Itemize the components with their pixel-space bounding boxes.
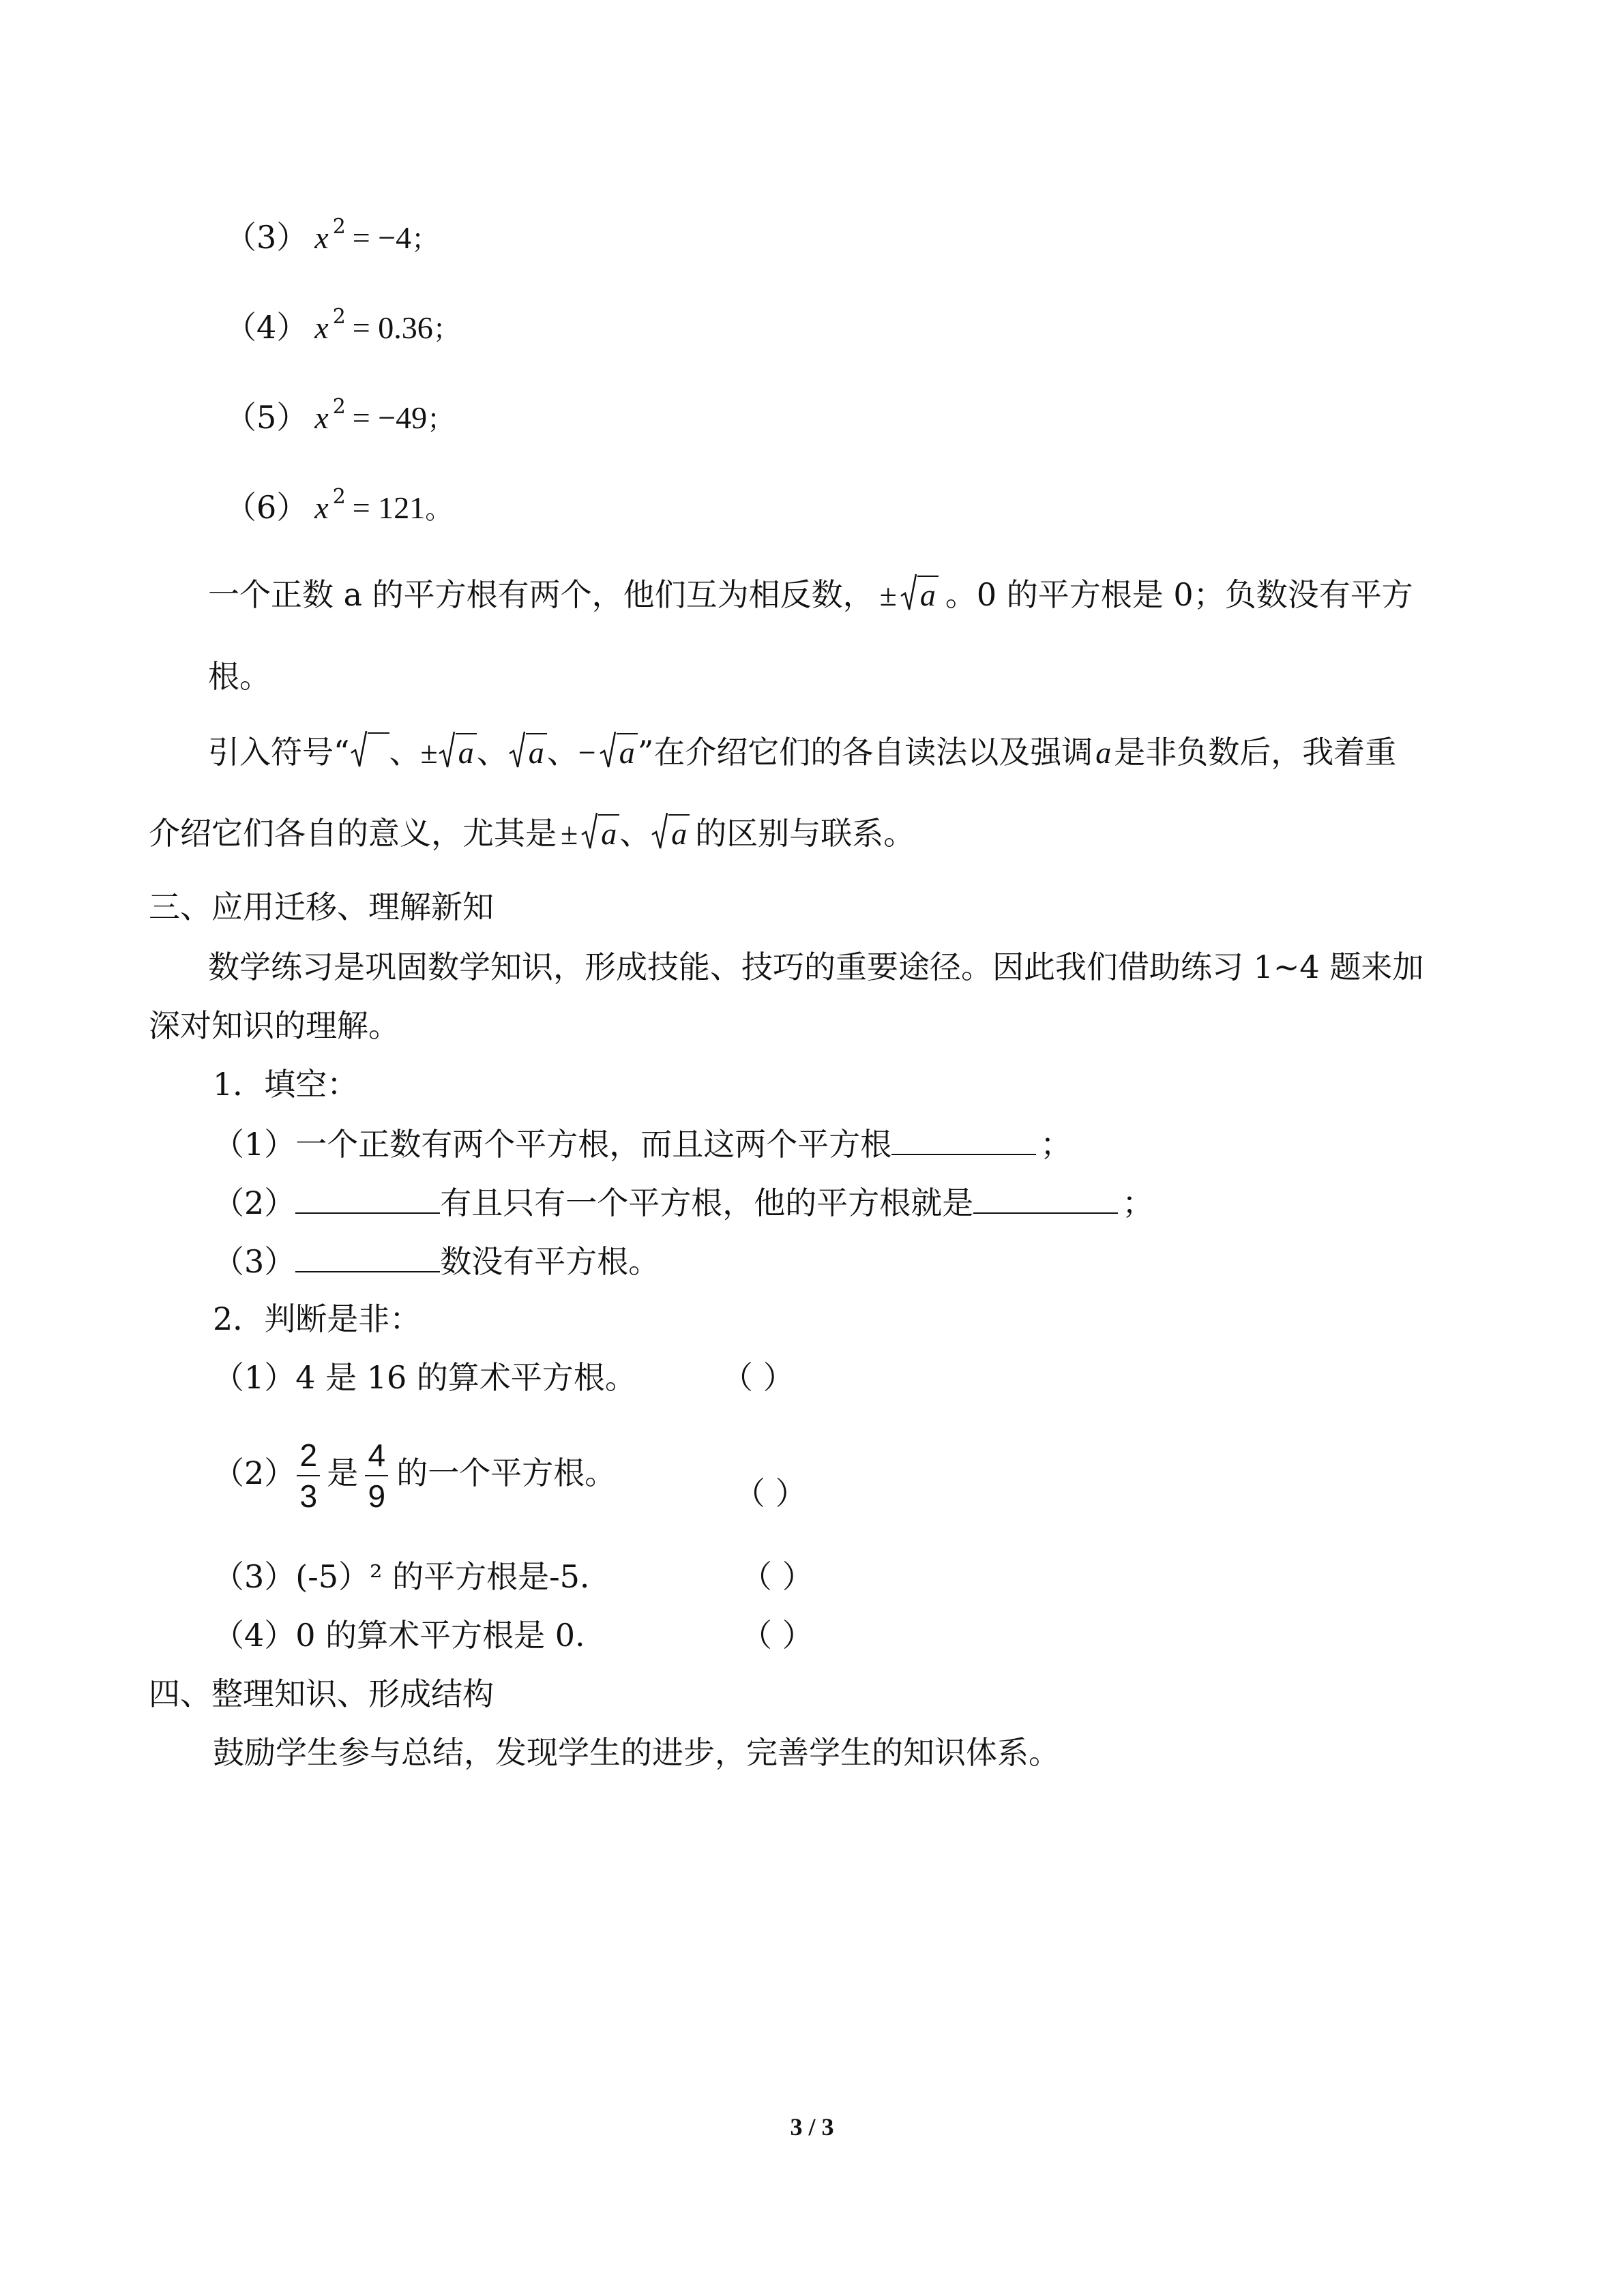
sqrt-a — [438, 730, 477, 773]
radical-icon — [580, 810, 598, 852]
answer-blank[interactable] — [973, 1181, 1118, 1214]
paragraph-text-2: 的区别与联系。 — [695, 815, 915, 852]
answer-paren[interactable]: （ ） — [741, 1617, 814, 1654]
radical-icon — [651, 810, 668, 852]
answer-paren[interactable]: （ ） — [734, 1475, 807, 1512]
radical-icon — [508, 729, 526, 771]
question-1-1 — [213, 1122, 1072, 1165]
sqrt-radicand: a — [456, 733, 477, 771]
radical-icon — [900, 571, 917, 614]
separator: 、− — [546, 735, 596, 770]
question-2-2 — [213, 1425, 616, 1521]
sqrt-a — [651, 811, 690, 854]
question-2-1 — [213, 1357, 636, 1398]
section-3-paragraph-line2: 深对知识的理解。 — [149, 1007, 400, 1044]
paragraph-symbols-line2 — [149, 811, 915, 854]
section-4-paragraph: 鼓励学生参与总结，发现学生的进步，完善学生的知识体系。 — [213, 1734, 1060, 1771]
equation-end: ； — [432, 314, 460, 345]
question-2-3: （3）(-5）² 的平方根是-5. — [213, 1558, 590, 1595]
equation-rhs: = −4 — [352, 220, 412, 255]
paragraph-text: 一个正数 a 的平方根有两个，他们互为相反数， — [208, 576, 874, 613]
equation-3 — [225, 217, 439, 263]
answer-blank[interactable] — [891, 1122, 1036, 1155]
fraction-numerator: 4 — [368, 1437, 386, 1473]
separator: 、 — [619, 816, 651, 851]
equation-rhs: = 0.36 — [352, 310, 433, 345]
radical-icon — [350, 728, 368, 771]
sqrt-symbol — [350, 730, 389, 773]
paragraph-tail: ”在介绍它们的各自读法以及强调 — [637, 734, 1093, 771]
variable-a: a — [1095, 735, 1112, 770]
plus-minus-sign: ± — [879, 578, 897, 612]
question-1-3 — [213, 1240, 660, 1282]
paragraph-lead: 引入符号“ — [208, 734, 350, 771]
question-label: （2） — [213, 1184, 296, 1221]
equation-end: ； — [427, 404, 455, 435]
answer-blank[interactable] — [295, 1240, 440, 1272]
section-3-heading: 三、应用迁移、理解新知 — [149, 889, 494, 925]
answer-paren[interactable]: （ ） — [722, 1359, 795, 1396]
answer-blank[interactable] — [295, 1181, 440, 1214]
paragraph-text: 介绍它们各自的意义，尤其是 — [149, 815, 557, 852]
paragraph-symbols — [208, 730, 1396, 773]
fraction-4-9 — [364, 1437, 389, 1515]
equation-label: （6） — [225, 489, 308, 526]
page-number: 3 / 3 — [790, 2113, 834, 2141]
equation-var: x — [314, 310, 329, 345]
question-text: （1）4 是 16 的算术平方根。 — [213, 1359, 636, 1396]
equation-end: ； — [411, 224, 439, 255]
sqrt-radicand: a — [526, 733, 547, 771]
paragraph-square-roots — [208, 573, 1413, 616]
paragraph-tail-2: 是非负数后，我着重 — [1114, 734, 1397, 771]
question-text: （1）一个正数有两个平方根，而且这两个平方根 — [213, 1126, 892, 1163]
question-1-2 — [213, 1181, 1153, 1223]
equation-var: x — [314, 400, 329, 435]
separator: 、 — [476, 735, 508, 770]
question-label: （3） — [213, 1243, 296, 1280]
equation-rhs: = 121 — [352, 490, 426, 525]
equation-var: x — [314, 490, 329, 525]
sqrt-a — [508, 730, 547, 773]
question-label: （2） — [213, 1455, 296, 1491]
answer-paren[interactable]: （ ） — [741, 1558, 814, 1595]
question-end: ； — [1040, 1126, 1072, 1163]
fraction-denominator: 3 — [299, 1478, 318, 1514]
equation-exp: 2 — [332, 485, 346, 509]
plus-minus-sign: ± — [561, 816, 578, 851]
fraction-denominator: 9 — [368, 1478, 386, 1514]
question-2-title: 2．判断是非： — [213, 1300, 422, 1337]
question-text: 是 — [327, 1455, 359, 1491]
sqrt-radicand: a — [917, 576, 939, 614]
sqrt-a — [900, 573, 939, 615]
sqrt-radicand: a — [617, 733, 638, 771]
fraction-numerator: 2 — [299, 1437, 318, 1473]
equation-var: x — [314, 220, 329, 255]
fraction-2-3 — [295, 1437, 321, 1515]
radical-icon — [599, 729, 617, 771]
paragraph-text-2: 。0 的平方根是 0；负数没有平方 — [945, 576, 1413, 613]
equation-exp: 2 — [332, 305, 346, 329]
equation-label: （3） — [225, 219, 308, 256]
equation-5 — [225, 397, 454, 443]
equation-label: （5） — [225, 399, 308, 436]
equation-end: 。 — [425, 494, 453, 525]
paragraph-continuation: 根。 — [208, 658, 271, 695]
separator: 、± — [389, 735, 438, 770]
sqrt-a — [599, 730, 638, 773]
equation-exp: 2 — [332, 215, 346, 239]
radical-icon — [438, 729, 456, 771]
equation-6 — [225, 487, 452, 533]
question-text-2: 的一个平方根。 — [396, 1455, 617, 1491]
equation-4 — [225, 307, 460, 353]
sqrt-radicand: a — [598, 814, 619, 852]
section-4-heading: 四、整理知识、形成结构 — [149, 1675, 494, 1712]
equation-label: （4） — [225, 309, 308, 346]
sqrt-radicand: a — [668, 814, 690, 852]
question-end: ； — [1122, 1184, 1154, 1221]
question-2-4: （4）0 的算术平方根是 0. — [213, 1617, 585, 1654]
question-text: 有且只有一个平方根，他的平方根就是 — [440, 1184, 974, 1221]
question-1-title: 1．填空： — [213, 1066, 359, 1103]
section-3-paragraph-line1: 数学练习是巩固数学知识，形成技能、技巧的重要途径。因此我们借助练习 1~4 题来加 — [208, 949, 1424, 985]
equation-rhs: = −49 — [352, 400, 428, 435]
equation-exp: 2 — [332, 395, 346, 419]
sqrt-a — [580, 811, 619, 854]
question-text: 数没有平方根。 — [440, 1243, 660, 1280]
